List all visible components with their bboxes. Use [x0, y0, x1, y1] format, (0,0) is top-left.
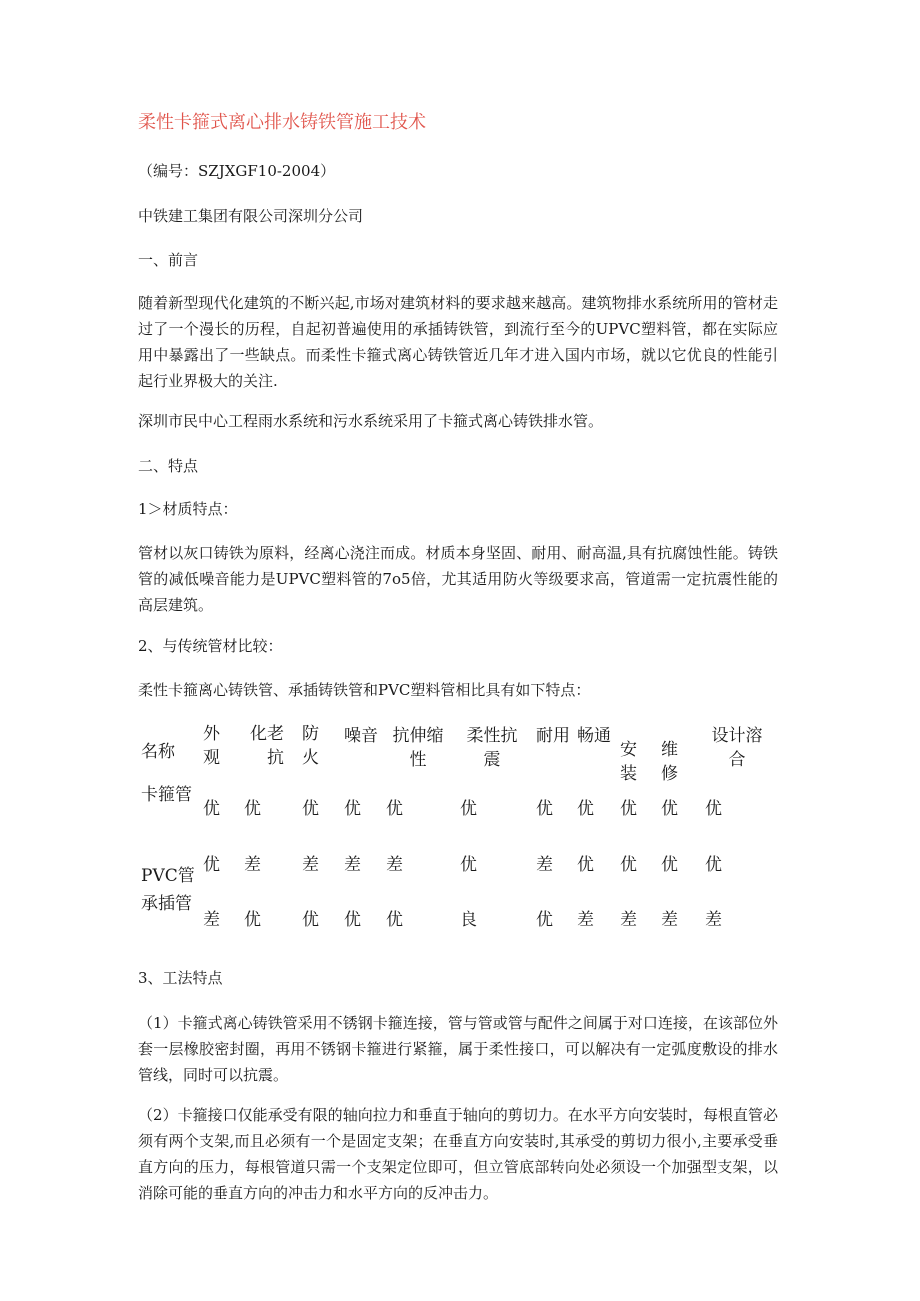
table-cell: 优 [661, 799, 678, 819]
table-cell: 差 [386, 855, 403, 875]
paragraph-project: 深圳市民中心工程雨水系统和污水系统采用了卡箍式离心铸铁排水管。 [138, 412, 604, 430]
table-header-cell: 外观 [203, 724, 220, 768]
table-row-name: PVC管 [141, 866, 195, 886]
table-cell: 优 [203, 799, 220, 819]
table-cell: 优 [386, 799, 403, 819]
document-code: （编号：SZJXGF10-2004） [138, 162, 336, 180]
paragraph-method-1: （1）卡箍式离心铸铁管采用不锈钢卡箍连接，管与管或管与配件之间属于对口连接，在该部位外套一层橡胶密封圈，再用不锈钢卡箍进行紧箍，属于柔性接口，可以解决有一定弧度敷设的排水管线，同时可以抗震。 [138, 1014, 778, 1084]
table-header-cell: 畅通 [577, 726, 611, 746]
table-cell: 优 [620, 855, 637, 875]
table-cell: 优 [244, 799, 261, 819]
table-header-cell: 名称 [141, 742, 175, 762]
table-cell: 优 [577, 799, 594, 819]
table-cell: 良 [460, 910, 477, 930]
table-cell: 优 [460, 855, 477, 875]
table-cell: 优 [203, 855, 220, 875]
table-cell: 差 [203, 910, 220, 930]
table-header-cell: 抗伸缩性 [392, 726, 444, 770]
table-cell: 差 [661, 910, 678, 930]
table-header-cell: 维修 [661, 740, 678, 784]
table-cell: 差 [705, 910, 722, 930]
table-cell: 优 [344, 910, 361, 930]
section-heading-preface: 一、前言 [138, 251, 199, 269]
table-cell: 优 [386, 910, 403, 930]
paragraph-comparison-intro: 柔性卡箍离心铸铁管、承插铸铁管和PVC塑料管相比具有如下特点： [138, 681, 591, 699]
company-name: 中铁建工集团有限公司深圳分公司 [138, 207, 364, 225]
table-cell: 差 [244, 855, 261, 875]
table-cell: 差 [344, 855, 361, 875]
table-header-cell: 防火 [302, 724, 319, 768]
table-cell: 优 [460, 799, 477, 819]
subheading-method: 3、工法特点 [138, 969, 223, 987]
table-cell: 差 [620, 910, 637, 930]
table-header-cell: 噪音 [344, 726, 378, 746]
table-header-cell: 耐用 [536, 726, 570, 746]
table-header-cell: 柔性抗震 [466, 726, 518, 770]
document-title: 柔性卡箍式离心排水铸铁管施工技术 [138, 112, 426, 133]
table-cell: 优 [302, 910, 319, 930]
table-cell: 优 [536, 799, 553, 819]
table-cell: 差 [577, 910, 594, 930]
table-row-name: 承插管 [141, 894, 192, 914]
paragraph-intro: 随着新型现代化建筑的不断兴起,市场对建筑材料的要求越来越高。建筑物排水系统所用的管材走过了一个漫长的历程，自起初普遍使用的承插铸铁管，到流行至今的UPVC塑料管，都在实际应用中暴露出了一些缺点。而柔性卡箍式离心铸铁管近几年才进入国内市场，就以它优良的性能引起行业界极大的关注. [138, 294, 778, 390]
table-cell: 优 [536, 910, 553, 930]
subheading-comparison: 2、与传统管材比较： [138, 637, 283, 655]
table-header-cell: 设计溶合 [711, 726, 763, 770]
table-cell: 优 [620, 799, 637, 819]
subheading-material: 1＞材质特点： [138, 500, 238, 518]
table-cell: 优 [705, 799, 722, 819]
table-cell: 优 [661, 855, 678, 875]
paragraph-material: 管材以灰口铸铁为原料，经离心浇注而成。材质本身坚固、耐用、耐高温,具有抗腐蚀性能。铸铁管的减低噪音能力是UPVC塑料管的7o5倍，尤其适用防火等级要求高，管道需一定抗震性能的高层建筑。 [138, 544, 778, 614]
table-cell: 差 [536, 855, 553, 875]
table-cell: 优 [577, 855, 594, 875]
table-cell: 优 [302, 799, 319, 819]
section-heading-features: 二、特点 [138, 457, 199, 475]
table-cell: 优 [244, 910, 261, 930]
paragraph-method-2: （2）卡箍接口仅能承受有限的轴向拉力和垂直于轴向的剪切力。在水平方向安装时，每根直管必须有两个支架,而且必须有一个是固定支架；在垂直方向安装时,其承受的剪切力很小,主要承受垂直方向的压力，每根管道只需一个支架定位即可，但立管底部转向处必须设一个加强型支架，以消除可能的垂直方向的冲击力和水平方向的反冲击力。 [138, 1106, 778, 1202]
table-header-cell: 安装 [620, 740, 637, 784]
table-header-cell: 化老抗 [250, 724, 284, 768]
table-cell: 优 [344, 799, 361, 819]
table-cell: 优 [705, 855, 722, 875]
table-cell: 差 [302, 855, 319, 875]
table-row-name: 卡箍管 [141, 785, 192, 805]
